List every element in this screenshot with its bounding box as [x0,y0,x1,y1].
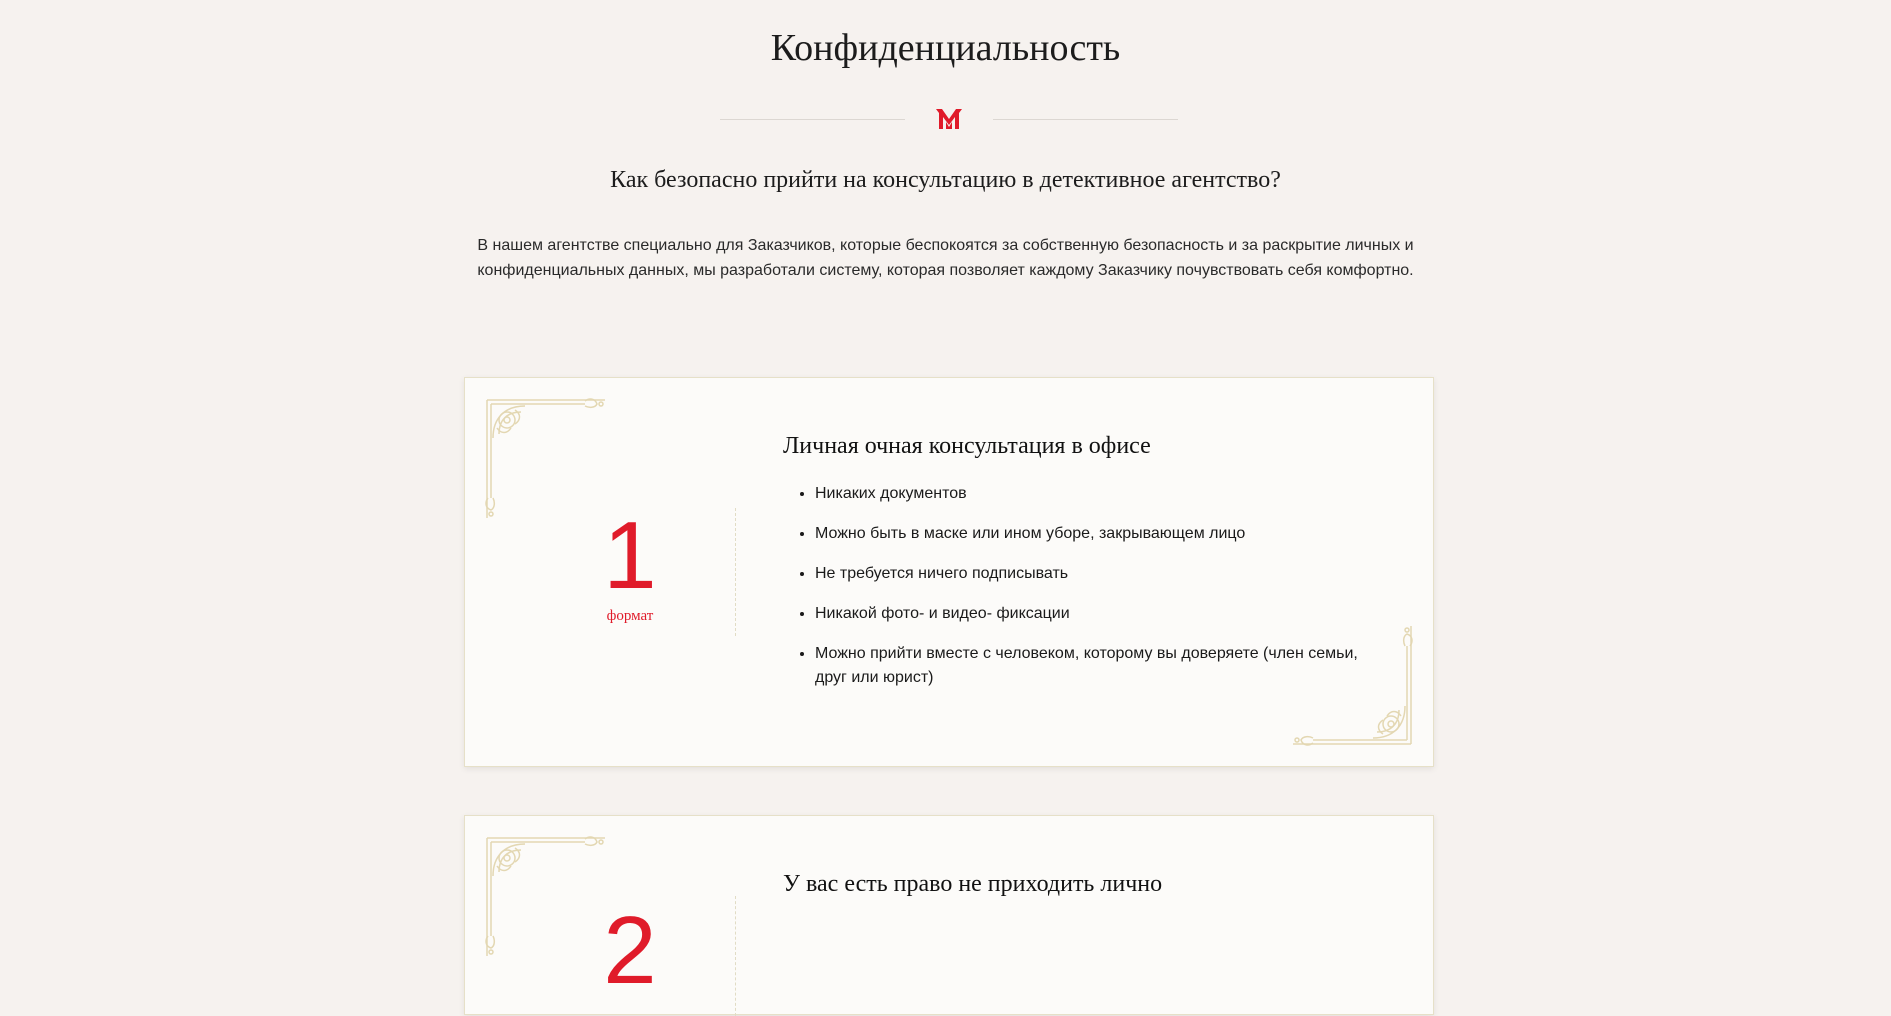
intro-text: В нашем агентстве специально для Заказчиков, которые беспокоятся за собственную безопасность и за раскрытие личных и конфиденциальных данных, мы разработали систему, которая позволяет каждому Заказчику почувствовать себя комфортно. [477,237,1414,279]
list-item: • Можно прийти вместе с человеком, которому вы доверяете (член семьи, друг или юрист) [815,642,1375,690]
divider-line-left [720,119,905,120]
format-number-block [555,897,705,1004]
format-label: формат [606,608,654,624]
card-vertical-divider [735,508,736,636]
format-card-1 [464,377,1434,767]
card-title: У вас есть право не приходить лично [783,871,1163,897]
format-number: 1 [603,502,657,609]
list-item: • Можно быть в маске или ином уборе, закрывающем лицо [815,522,1375,546]
card-bullet-list [783,482,1375,706]
title-divider [0,104,1891,134]
ornament-corner-top-left-icon [485,398,607,520]
list-item: • Не требуется ничего подписывать [815,562,1375,586]
page-title: Конфиденциальность [770,27,1121,69]
page-subtitle: Как безопасно прийти на консультацию в детективное агентство? [610,167,1281,193]
card-title: Личная очная консультация в офисе [783,433,1151,459]
format-card-2 [464,815,1434,1015]
format-number-block [555,502,705,625]
card-vertical-divider [735,896,736,1016]
list-item: • Никаких документов [815,482,1375,506]
format-number: 2 [603,897,657,1004]
list-item: • Никакой фото- и видео- фиксации [815,602,1375,626]
m-monogram-logo-icon [933,106,965,132]
divider-line-right [993,119,1178,120]
